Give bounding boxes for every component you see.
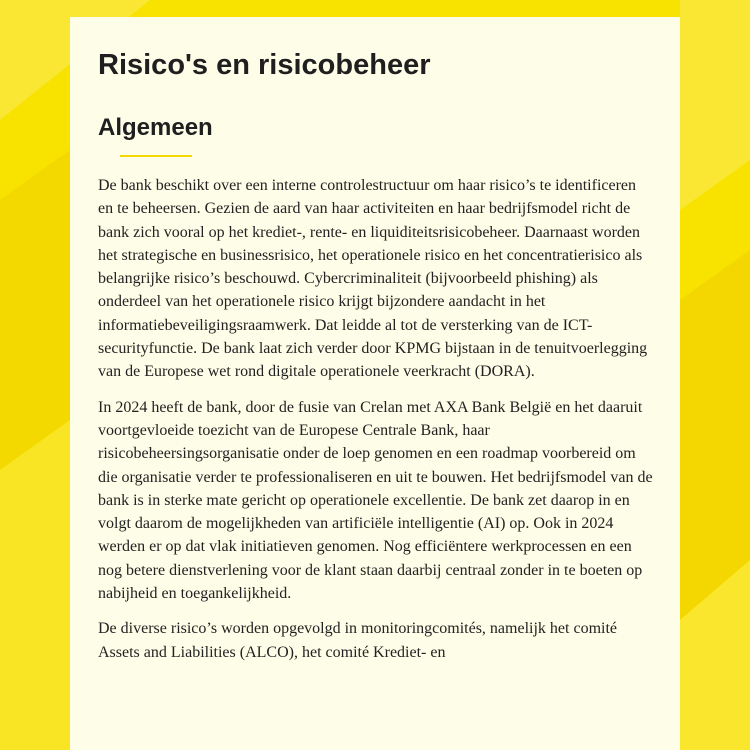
section-divider bbox=[120, 155, 192, 157]
paragraph-3: De diverse risico’s worden opgevolgd in monitoringcomités, namelijk het comité Assets and Liabilities (ALCO), het comité Krediet- en bbox=[98, 620, 617, 661]
section-title: Algemeen bbox=[98, 114, 213, 141]
paragraph-1: De bank beschikt over een interne controlestructuur om haar risico’s te identificeren en te beheersen. Gezien de aard van haar activiteiten en haar bedrijfsmodel richt de bank zich vooral op het krediet-, rente- en liquiditeitsrisicobeheer. Daarnaast worden het strategische en businessrisico, het operationele risico en het concentratierisico als belangrijke risico’s beschouwd. Cybercriminaliteit (bijvoorbeeld phishing) als onderdeel van het operationele risico krijgt bijzondere aandacht in het informatiebeveiligingsraamwerk. Dat leidde al tot de versterking van de ICT-securityfunctie. De bank laat zich verder door KPMG bijstaan in de tenuitvoerlegging van de Europese wet rond digitale operationele veerkracht (DORA). bbox=[98, 177, 648, 381]
content-panel bbox=[70, 17, 680, 750]
page-title: Risico's en risicobeheer bbox=[98, 49, 431, 81]
paragraph-2: In 2024 heeft de bank, door de fusie van Crelan met AXA Bank België en het daaruit voortgevloeide toezicht van de Europese Centrale Bank, haar risicobeheersingsorganisatie onder de loep genomen en een roadmap voorbereid om die organisatie verder te professionaliseren en uit te bouwen. Het bedrijfsmodel van de bank is in sterke mate gericht op operationele excellentie. De bank zet daarop in en volgt daarom de mogelijkheden van artificiële intelligentie (AI) op. Ook in 2024 werden er op dat vlak initiatieven genomen. Nog efficiëntere werkprocessen en een nog betere dienstverlening voor de klant staan daarbij centraal zonder in te boeten op nabijheid en toegankelijkheid. bbox=[98, 398, 653, 603]
